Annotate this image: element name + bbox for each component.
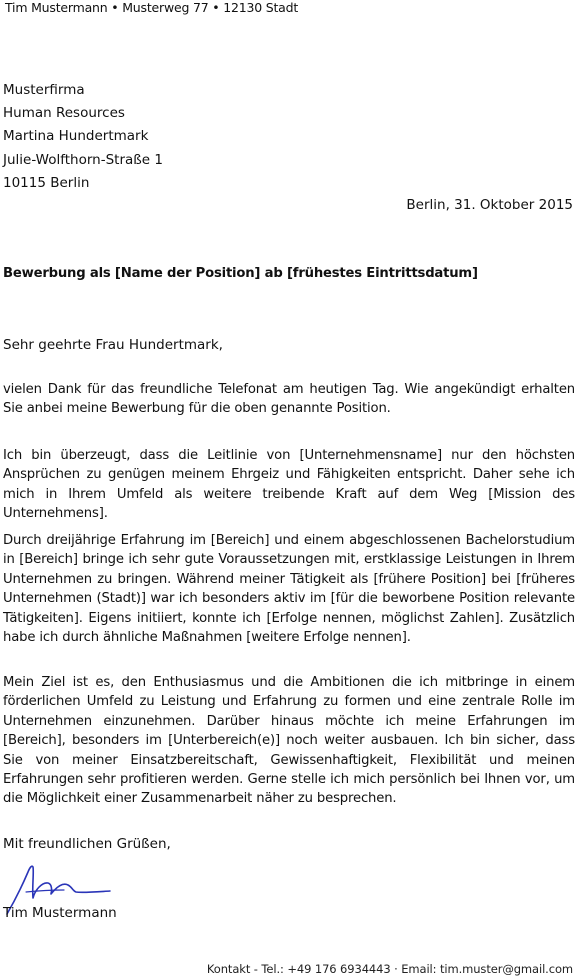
recipient-person: Martina Hundertmark	[3, 128, 149, 145]
recipient-department: Human Resources	[3, 105, 125, 122]
letter-date: Berlin, 31. Oktober 2015	[406, 197, 573, 213]
body-paragraph-3: Durch dreijährige Erfahrung im [Bereich] und einem abgeschlossenen Bachelorstudium in [Bereich] bringe ich sehr gute Voraussetzungen mit, erstklassige Leistungen in Ihrem Unternehmen zu bringen. Während meiner Tätigkeit als [frühere Position] bei [früheres Unternehmen (Stadt)] war ich besonders aktiv im [für die beworbene Position relevante Tätigkeiten]. Eigens initiiert, konnte ich [Erfolge nennen, möglichst Zahlen]. Zusätzlich habe ich durch ähnliche Maßnahmen [weitere Erfolge nennen].	[3, 533, 575, 646]
body-paragraph-2: Ich bin überzeugt, dass die Leitlinie von [Unternehmensname] nur den höchsten Ansprüchen zu genügen meinem Ehrgeiz und Fähigkeiten entspricht. Daher sehe ich mich in Ihrem Umfeld als weitere treibende Kraft auf dem Weg [Mission des Unternehmens].	[3, 448, 575, 522]
body-paragraph-4: Mein Ziel ist es, den Enthusiasmus und die Ambitionen die ich mitbringe in einem förderlichen Umfeld zu Leistung und Erfahrung zu formen und eine zentrale Rolle im Unternehmen einzunehmen. Darüber hinaus möchte ich meine Erfahrungen im [Bereich], besonders im [Unterbereich(e)] noch weiter ausbauen. Ich bin sicher, dass Sie von meiner Einsatzbereitschaft, Gewissenhaftigkeit, Flexibilität und meinen Erfahrungen sehr profitieren werden. Gerne stelle ich mich persönlich bei Ihnen vor, um die Möglichkeit einer Zusammenarbeit näher zu besprechen.	[3, 675, 575, 807]
contact-footer: Kontakt - Tel.: +49 176 6934443 · Email: tim.muster@gmail.com	[206, 962, 573, 976]
letter-subject: Bewerbung als [Name der Position] ab [frühestes Eintrittsdatum]	[3, 266, 478, 281]
sender-address-line: Tim Mustermann • Musterweg 77 • 12130 Stadt	[5, 0, 299, 15]
recipient-company: Musterfirma	[3, 82, 85, 98]
recipient-city: 10115 Berlin	[3, 174, 90, 191]
closing-phrase: Mit freundlichen Grüßen,	[3, 836, 171, 852]
recipient-street: Julie-Wolfthorn-Straße 1	[3, 151, 163, 168]
body-paragraph-1: vielen Dank für das freundliche Telefonat am heutigen Tag. Wie angekündigt erhalten Sie anbei meine Bewerbung für die oben genannte Position.	[3, 382, 575, 417]
sender-name: Tim Mustermann	[3, 905, 117, 921]
salutation: Sehr geehrte Frau Hundertmark,	[3, 337, 223, 353]
recipient-address-block	[3, 79, 163, 195]
